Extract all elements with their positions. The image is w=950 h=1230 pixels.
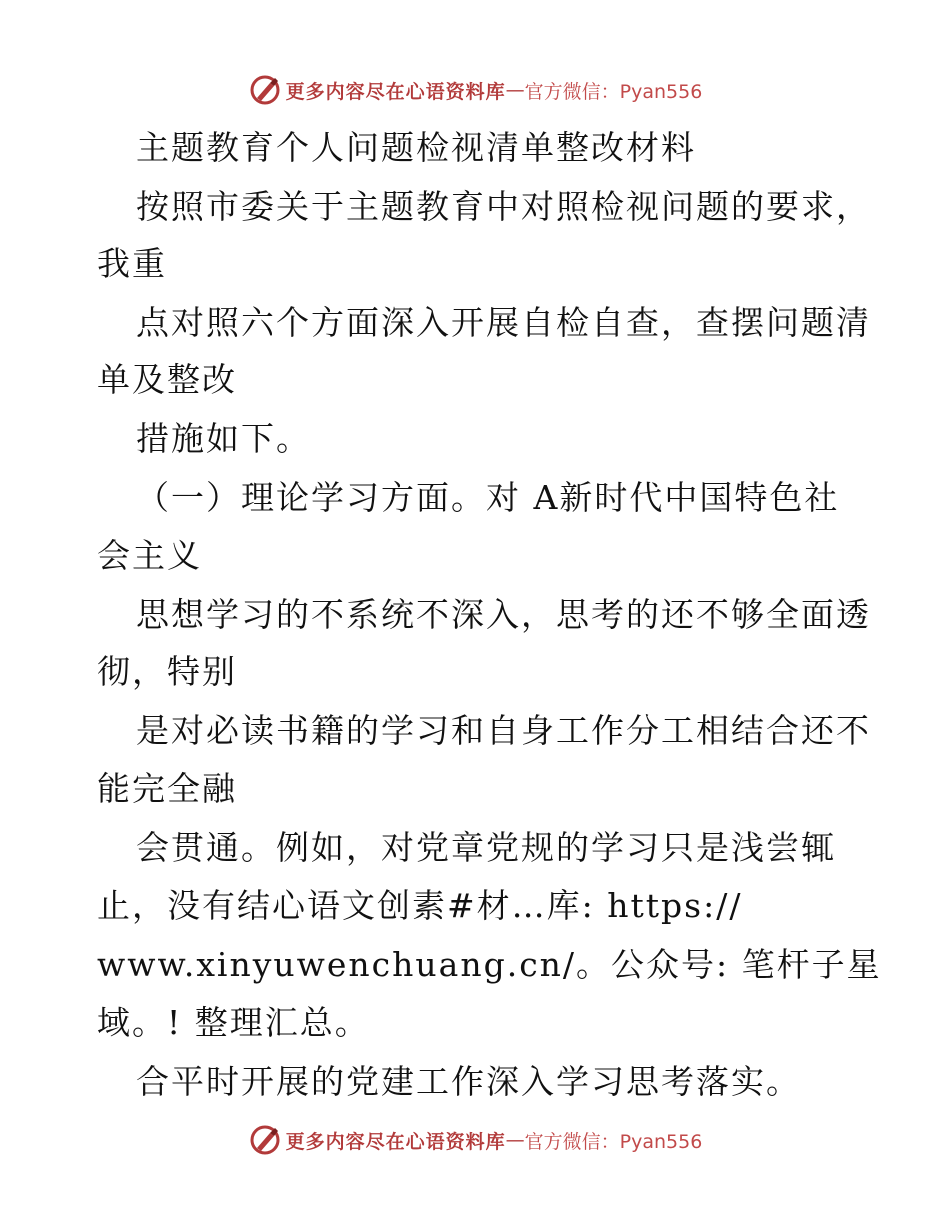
paragraph-line: 是对必读书籍的学习和自身工作分工相结合还不 [136, 711, 871, 750]
paragraph-line: 合平时开展的党建工作深入学习思考落实。 [136, 1062, 801, 1101]
header-banner-separator: — [505, 79, 525, 101]
paragraph-line: 域。! 整理汇总。 [97, 1003, 370, 1042]
paragraph-line: 止，没有结心语文创素#材…库: https:// [97, 886, 743, 925]
pen-logo-icon [248, 73, 282, 107]
paragraph-line: 我重 [97, 244, 167, 283]
paragraph-line: 单及整改 [97, 360, 237, 399]
pen-logo-icon [248, 1123, 282, 1157]
header-banner [0, 70, 950, 110]
paragraph-line: 能完全融 [97, 769, 237, 808]
document-title: 主题教育个人问题检视清单整改材料 [136, 128, 696, 167]
paragraph-line: 措施如下。 [136, 419, 311, 458]
paragraph-line: 按照市委关于主题教育中对照检视问题的要求， [136, 187, 871, 226]
paragraph-line: 会贯通。例如，对党章党规的学习只是浅尝辄 [136, 828, 836, 867]
footer-banner-text: 更多内容尽在心语资料库 [285, 1130, 506, 1153]
footer-banner-wechat: 官方微信：Pyan556 [524, 1130, 703, 1153]
paragraph-line: 思想学习的不系统不深入，思考的还不够全面透 [136, 595, 871, 634]
footer-banner [0, 1120, 950, 1160]
section-heading-line: （一）理论学习方面。对 A新时代中国特色社 [136, 478, 840, 517]
paragraph-line: 彻，特别 [97, 652, 237, 691]
paragraph-line: 点对照六个方面深入开展自检自查，查摆问题清 [136, 303, 871, 342]
paragraph-line: www.xinyuwenchuang.cn/。公众号: 笔杆子星 [97, 945, 882, 984]
header-banner-wechat: 官方微信：Pyan556 [524, 80, 703, 103]
header-banner-text: 更多内容尽在心语资料库 [285, 80, 506, 103]
paragraph-line: 会主义 [97, 536, 202, 575]
footer-banner-separator: — [505, 1129, 525, 1151]
